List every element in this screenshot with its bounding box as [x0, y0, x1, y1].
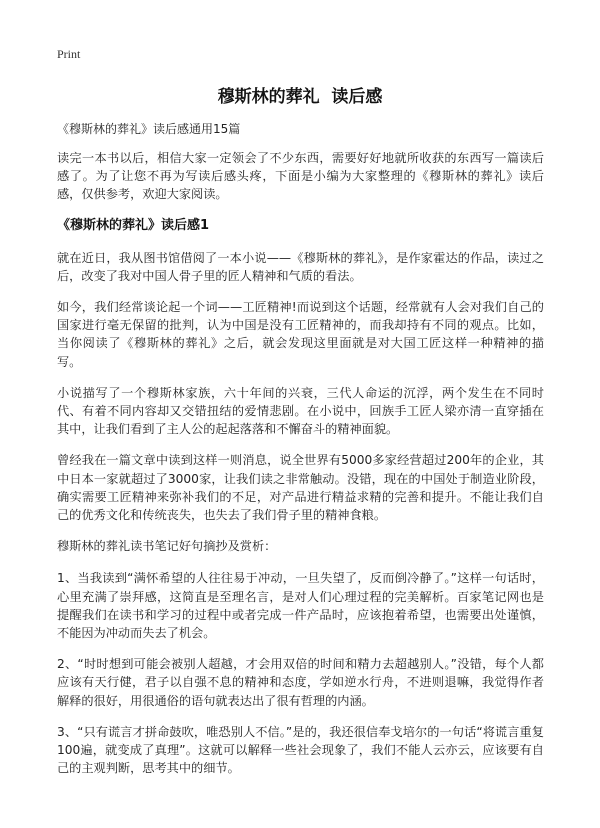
- quote-paragraph: 1、当我读到“满怀希望的人往往易于冲动，一旦失望了，反而倒冷静了。”这样一句话时，心里充满了崇拜感，这简直是至理名言，是对人们心理过程的完美解析。百家笔记网也是提醒我们在读书和学习的过程中或者完成一件产品时，应该抱着希望，也需要出处谨慎，不能因为冲动而失去了机会。: [57, 571, 544, 641]
- body-paragraph: 小说描写了一个穆斯林家族，六十年间的兴衰，三代人命运的沉浮，两个发生在不同时代、有着不同内容却又交错扭结的爱情悲剧。在小说中，回族手工匠人梁亦清一直穿插在其中，让我们看到了主人公的起起落落和不懈奋斗的精神面貌。: [57, 385, 544, 437]
- body-paragraph: 如今，我们经常谈论起一个词——工匠精神!而说到这个话题，经常就有人会对我们自己的国家进行毫无保留的批判，认为中国是没有工匠精神的，而我却持有不同的观点。比如，当你阅读了《穆斯林的葬礼》之后，就会发现这里面就是对大国工匠这样一种精神的描写。: [57, 300, 544, 369]
- article-body: [57, 149, 544, 790]
- section-heading: 《穆斯林的葬礼》读后感1: [57, 217, 210, 233]
- body-paragraph: 曾经我在一篇文章中读到这样一则消息，说全世界有5000多家经营超过200年的企业，其中日本一家就超过了3000家，让我们读之非常触动。没错，现在的中国处于制造业阶段，确实需要工匠精神来弥补我们的不足，对产品进行精益求精的完善和提升。不能让我们自己的优秀文化和传统丧失，也失去了我们骨子里的精神食粮。: [57, 453, 544, 523]
- quote-paragraph: 3、“只有谎言才拼命鼓吹，唯恐别人不信。”是的，我还很信奉戈培尔的一句话“将谎言重复100遍，就变成了真理”。这就可以解释一些社会现象了，我们不能人云亦云，应该要有自己的主观判断，思考其中的细节。: [57, 724, 544, 776]
- notes-heading-paragraph: 穆斯林的葬礼读书笔记好句摘抄及赏析：: [57, 539, 277, 554]
- page-title: 穆斯林的葬礼 读后感: [217, 87, 383, 107]
- intro-paragraph: 读完一本书以后，相信大家一定领会了不少东西，需要好好地就所收获的东西写一篇读后感了。为了让您不再为写读后感头疼，下面是小编为大家整理的《穆斯林的葬礼》读后感，仅供参考，欢迎大家阅读。: [57, 151, 544, 202]
- body-paragraph: 就在近日，我从图书馆借阅了一本小说——《穆斯林的葬礼》，是作家霍达的作品，读过之后，改变了我对中国人骨子里的匠人精神和气质的看法。: [57, 250, 544, 283]
- document-subtitle: 《穆斯林的葬礼》读后感通用15篇: [57, 122, 241, 136]
- print-link[interactable]: Print: [57, 47, 81, 61]
- quote-paragraph: 2、“时时想到可能会被别人超越，才会用双倍的时间和精力去超越别人。”没错，每个人都应该有天行健，君子以自强不息的精神和态度，学如逆水行舟，不进则退嘛，我觉得作者解释的很好，用很通俗的语句就表达出了很有哲理的内涵。: [57, 657, 544, 708]
